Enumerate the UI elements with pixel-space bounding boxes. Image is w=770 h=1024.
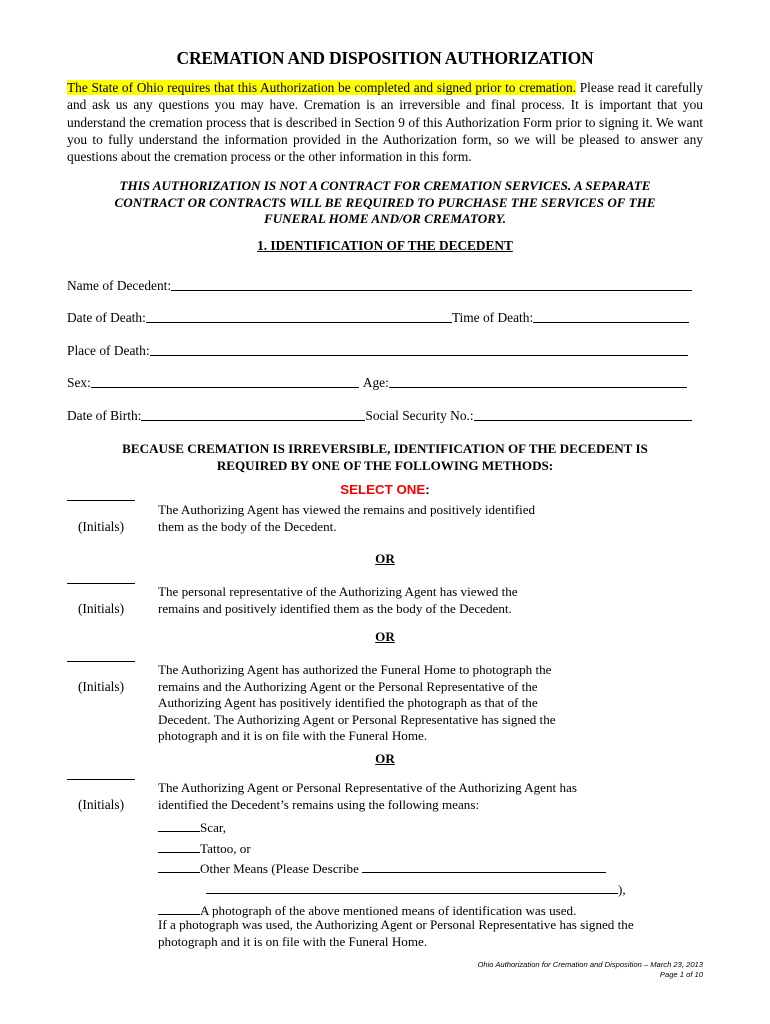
date-of-birth-label: Date of Birth:	[67, 408, 142, 423]
initials-label: (Initials)	[77, 601, 125, 616]
or-separator: OR	[375, 751, 395, 766]
requirement-line: BECAUSE CREMATION IS IRREVERSIBLE, IDENTIFICATION OF THE DECEDENT IS	[122, 441, 648, 456]
date-time-of-death-row	[67, 308, 703, 326]
scar-blank[interactable]	[158, 820, 200, 832]
notice-line: THIS AUTHORIZATION IS NOT A CONTRACT FOR CREMATION SERVICES. A SEPARATE	[119, 178, 651, 193]
notice-line: CONTRACT OR CONTRACTS WILL BE REQUIRED TO PURCHASE THE SERVICES OF THE	[114, 194, 656, 210]
photograph-blank[interactable]	[158, 903, 200, 915]
place-of-death-row	[67, 341, 703, 359]
form-title: CREMATION AND DISPOSITION AUTHORIZATION	[176, 48, 594, 68]
intro-highlighted-text: The State of Ohio requires that this Authorization be completed and signed prior to cremation.	[67, 80, 577, 95]
photograph-option: A photograph of the above mentioned means of identification was used.	[158, 901, 698, 922]
or-separator: OR	[375, 629, 395, 644]
select-one-instruction: SELECT ONE:	[340, 482, 430, 497]
name-of-decedent-label: Name of Decedent:	[67, 278, 172, 293]
intro-paragraph	[67, 79, 703, 165]
option-viewed-remains: The Authorizing Agent has viewed the remains and positively identified them as the body of the Decedent.	[158, 502, 536, 534]
time-of-death-field[interactable]	[533, 310, 689, 323]
scar-option: Scar,	[158, 818, 698, 839]
tattoo-option: Tattoo, or	[158, 839, 698, 860]
tattoo-blank[interactable]	[158, 841, 200, 853]
requirement-line: REQUIRED BY ONE OF THE FOLLOWING METHODS:	[216, 458, 554, 473]
sex-field[interactable]	[91, 375, 359, 388]
initials-field-4[interactable]	[67, 779, 135, 780]
date-of-death-label: Date of Death:	[67, 310, 146, 325]
initials-label: (Initials)	[77, 797, 125, 812]
age-label: Age:	[362, 375, 389, 390]
initials-label: (Initials)	[77, 519, 125, 534]
other-means-description-field[interactable]	[362, 861, 606, 873]
footer-document-name: Ohio Authorization for Cremation and Disposition – March 23, 2013	[477, 960, 703, 969]
sex-age-row	[67, 373, 703, 391]
social-security-label: Social Security No.:	[365, 408, 474, 423]
date-of-birth-field[interactable]	[141, 408, 365, 421]
footer-page-number: Page 1 of 10	[659, 970, 703, 979]
other-means-option: Other Means (Please Describe	[158, 859, 698, 880]
option-identifying-means: The Authorizing Agent or Personal Representative of the Authorizing Agent has identified the Decedent’s remains using the following means:	[158, 780, 577, 812]
name-of-decedent-row	[67, 276, 703, 294]
intro-text: Please read it carefully and ask us any questions you may have. Cremation is an irreversible and final process. It is important that you understand the cremation process that is described in Section 9 of this Authorization Form prior to signing it. We want you to fully understand the information provided in the Authorization form, so we will be pleased to answer any questions about the cremation process or the other information in this form.	[67, 80, 703, 165]
birth-ssn-row	[67, 406, 703, 424]
place-of-death-field[interactable]	[150, 343, 688, 356]
identifying-means-list	[158, 818, 698, 922]
option-photograph: The Authorizing Agent has authorized the Funeral Home to photograph the remains and the Authorizing Agent or the Personal Representative of the Authorizing Agent has positively identified the photograph as that of the Decedent. The Authorizing Agent or Personal Representative has signed the photograph and it is on file with the Funeral Home.	[158, 662, 556, 744]
contract-notice	[67, 178, 703, 228]
date-of-death-field[interactable]	[146, 310, 452, 323]
page-footer	[303, 960, 703, 980]
identification-requirement	[67, 440, 703, 474]
sex-label: Sex:	[67, 375, 91, 390]
option-representative-viewed: The personal representative of the Authorizing Agent has viewed the remains and positively identified them as the body of the Decedent.	[158, 584, 518, 616]
place-of-death-label: Place of Death:	[67, 343, 150, 358]
initials-field-1[interactable]	[67, 500, 135, 501]
initials-field-2[interactable]	[67, 583, 135, 584]
photograph-note: If a photograph was used, the Authorizing Agent or Personal Representative has signed the photograph and it is on file with the Funeral Home.	[158, 917, 634, 949]
name-of-decedent-field[interactable]	[171, 278, 692, 291]
or-separator: OR	[375, 551, 395, 566]
social-security-field[interactable]	[474, 408, 692, 421]
age-field[interactable]	[389, 375, 687, 388]
other-means-blank[interactable]	[158, 861, 200, 873]
section-heading: 1. IDENTIFICATION OF THE DECEDENT	[257, 238, 513, 253]
other-means-continuation: ),	[158, 880, 698, 901]
time-of-death-label: Time of Death:	[451, 310, 534, 325]
initials-field-3[interactable]	[67, 661, 135, 662]
notice-line: FUNERAL HOME AND/OR CREMATORY.	[263, 211, 507, 227]
initials-label: (Initials)	[77, 679, 125, 694]
other-means-description-field-2[interactable]	[206, 882, 618, 894]
